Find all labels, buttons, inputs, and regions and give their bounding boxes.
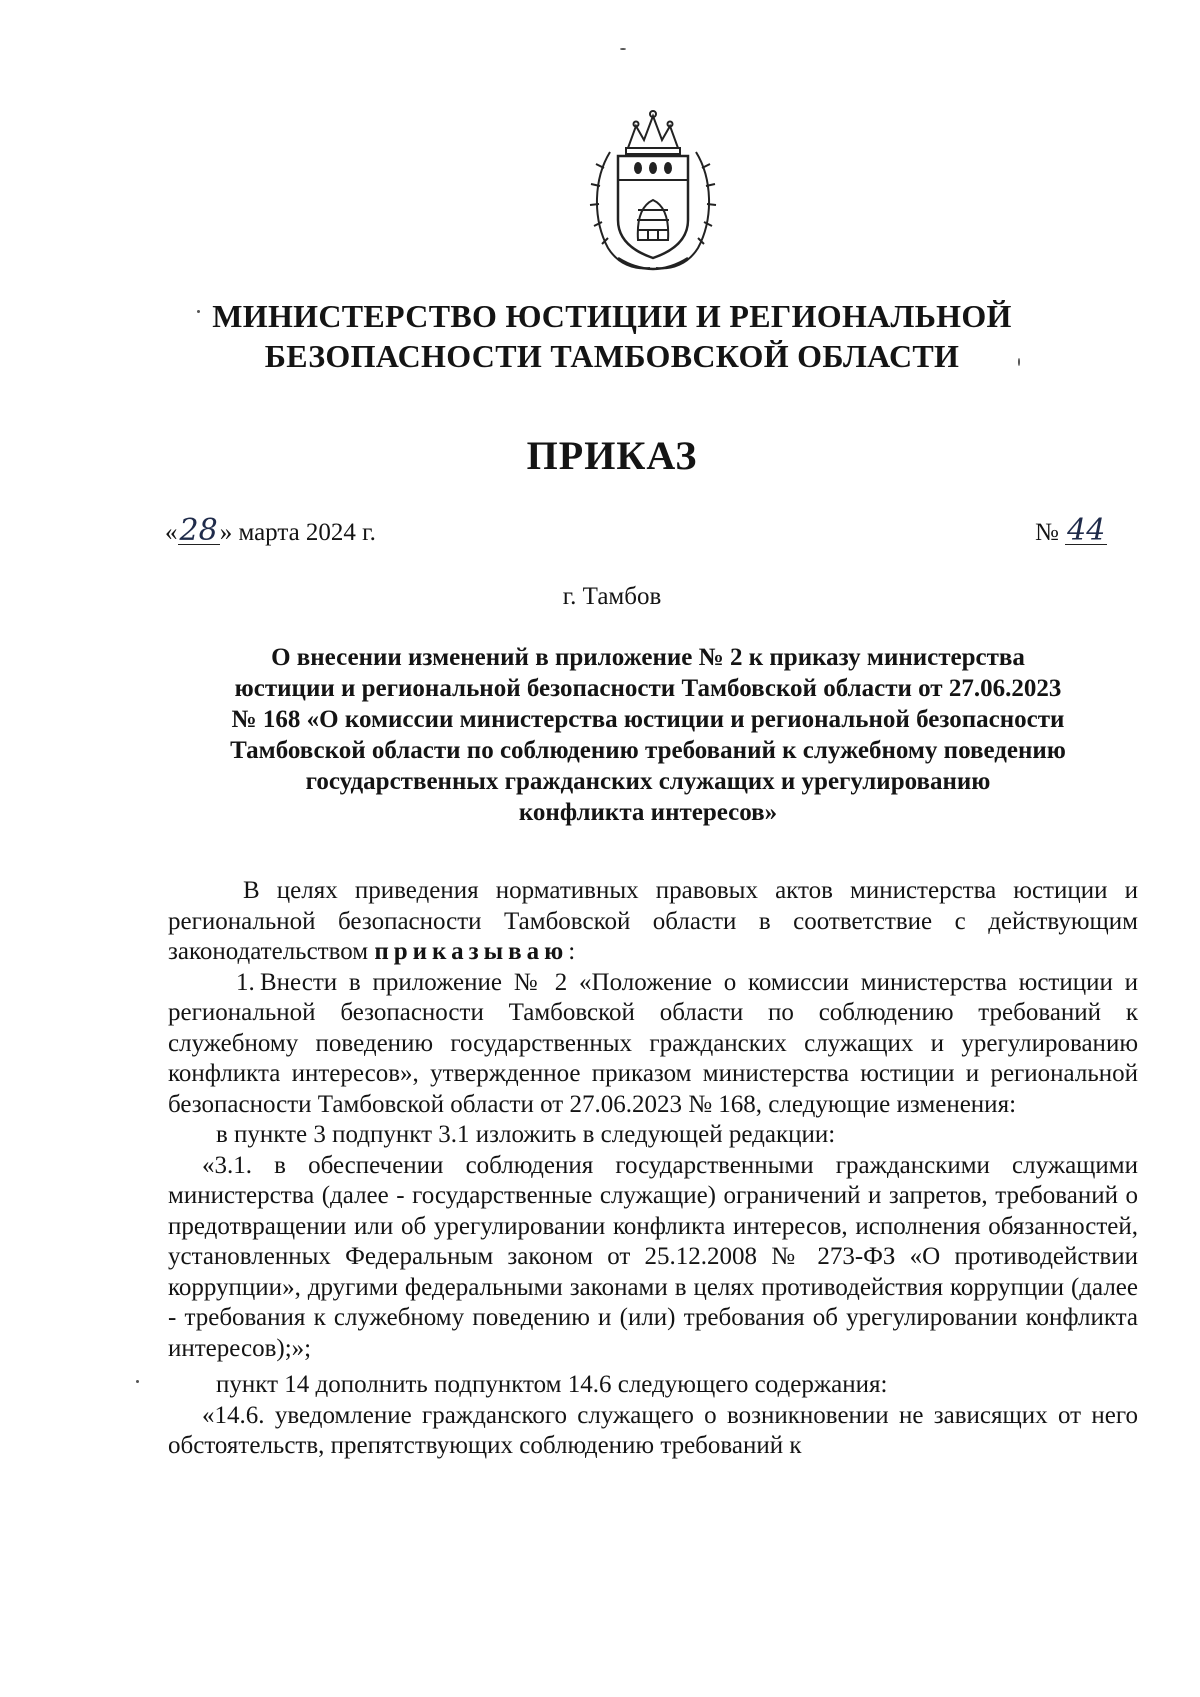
scan-speck bbox=[136, 1380, 139, 1383]
ministry-name-line1: МИНИСТЕРСТВО ЮСТИЦИИ И РЕГИОНАЛЬНОЙ bbox=[212, 298, 1012, 334]
order-number-label: № bbox=[1035, 519, 1066, 546]
subject-line: конфликта интересов» bbox=[518, 799, 778, 826]
item-1-text: Внести в приложение № 2 «Положение о комиссии министерства юстиции и региональной безопасности Тамбовской области по соблюдению требований к служебному поведению государственных гражданских служащих и урегулированию конфликта интересов», утвержденное приказом министерства юстиции и региональной безопасности Тамбовской области от 27.06.2023 № 168, следующие изменения: bbox=[168, 968, 1138, 1118]
subject-line: О внесении изменений в приложение № 2 к приказу министерства bbox=[271, 644, 1025, 671]
order-number bbox=[1035, 513, 1107, 548]
preamble-paragraph bbox=[168, 876, 1138, 968]
subject-line: юстиции и региональной безопасности Тамбовской области от 27.06.2023 bbox=[234, 675, 1062, 702]
order-subject-heading bbox=[160, 642, 1136, 828]
city-line: г. Тамбов bbox=[562, 583, 662, 610]
tambov-coat-of-arms-emblem bbox=[588, 108, 718, 276]
item-1-number: 1. bbox=[236, 968, 255, 996]
subject-line: Тамбовской области по соблюдению требований к служебному поведению bbox=[230, 737, 1066, 764]
ministry-name-line2: БЕЗОПАСНОСТИ ТАМБОВСКОЙ ОБЛАСТИ bbox=[264, 338, 960, 374]
scan-speck bbox=[1018, 358, 1020, 366]
point-3-intro: в пункте 3 подпункт 3.1 изложить в следующей редакции: bbox=[216, 1121, 836, 1148]
order-number-handwritten: 44 bbox=[1067, 513, 1106, 548]
preamble-text: В целях приведения нормативных правовых актов министерства юстиции и региональной безопасности Тамбовской области в соответствие с действующим законодательством bbox=[168, 877, 1138, 965]
scan-speck bbox=[620, 48, 626, 50]
document-type-title: ПРИКАЗ bbox=[526, 433, 698, 478]
subject-line: государственных гражданских служащих и урегулированию bbox=[305, 768, 991, 795]
point-14-intro: пункт 14 дополнить подпунктом 14.6 следующего содержания: bbox=[216, 1371, 888, 1398]
date-close-quote: » bbox=[219, 519, 233, 546]
point-3-text: «3.1. в обеспечении соблюдения государственными гражданскими служащими министерства (далее - государственные служащие) ограничений и запретов, требований о предотвращении или об урегулировании конфликта интересов, исполнения обязанностей, установленных Федеральным законом от 25.12.2008 № 273-ФЗ «О противодействии коррупции», другими федеральными законами в целях противодействия коррупции (далее - требования к служебному поведению и (или) требования об урегулировании конфликта интересов);»; bbox=[168, 1151, 1138, 1362]
scan-speck bbox=[197, 310, 200, 313]
order-body bbox=[168, 876, 1138, 1462]
subject-line: № 168 «О комиссии министерства юстиции и региональной безопасности bbox=[231, 706, 1065, 733]
order-date bbox=[165, 513, 376, 548]
order-verb: приказываю bbox=[374, 938, 569, 965]
date-month-year: марта 2024 г. bbox=[232, 519, 376, 546]
date-open-quote: « bbox=[165, 519, 178, 546]
date-day-handwritten: 28 bbox=[179, 513, 218, 548]
point-14-text: «14.6. уведомление гражданского служащего о возникновении не зависящих от него обстоятельств, препятствующих соблюдению требований к bbox=[168, 1401, 1138, 1459]
order-colon: : bbox=[568, 938, 576, 965]
item-1-paragraph bbox=[168, 968, 1138, 1121]
